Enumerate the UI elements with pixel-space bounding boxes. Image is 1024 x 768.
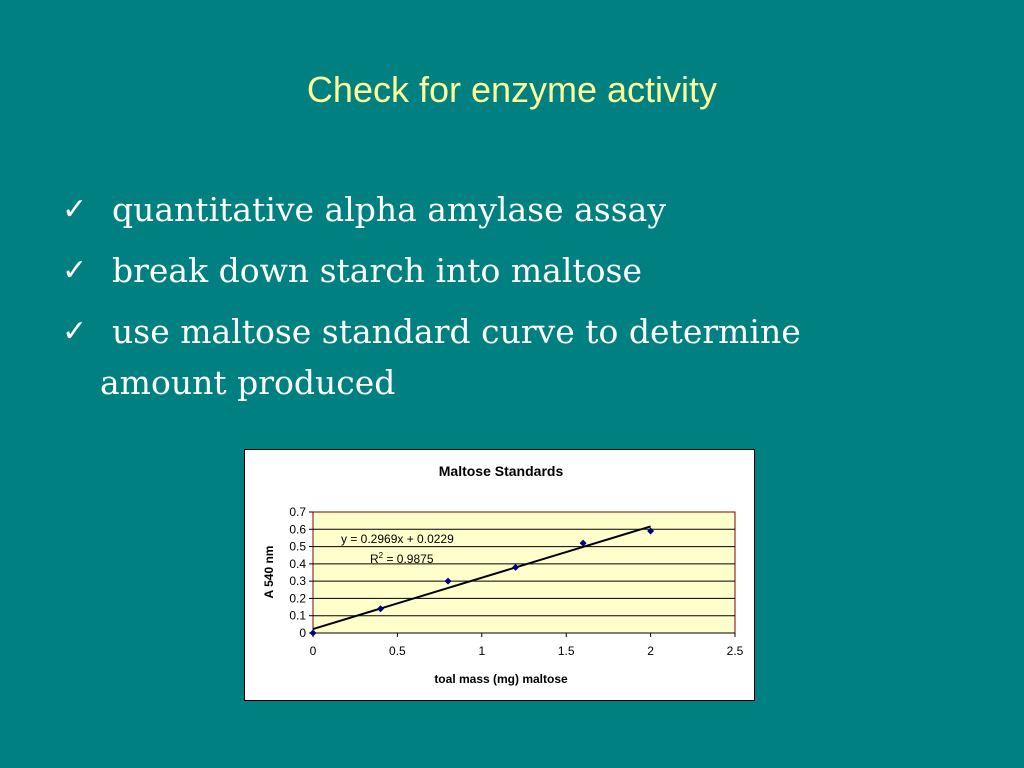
y-tick-label: 0 <box>299 626 306 640</box>
bullet-list <box>62 184 962 418</box>
chart-canvas <box>245 450 754 700</box>
y-tick-label: 0.3 <box>289 574 306 589</box>
bullet-text: quantitative alpha amylase assay <box>112 190 666 229</box>
slide-title: Check for enzyme activity <box>306 69 718 110</box>
r-squared-prefix: R <box>370 552 379 566</box>
y-tick-label: 0.2 <box>289 591 306 606</box>
bullet-text: break down starch into maltose <box>112 251 642 290</box>
x-tick-label: 2 <box>647 644 654 658</box>
bullet-item <box>62 184 962 235</box>
y-tick-label: 0.6 <box>289 522 306 537</box>
y-tick-label: 0.5 <box>289 539 306 554</box>
trendline-equation: y = 0.2969x + 0.0229 <box>341 532 454 546</box>
x-axis-label: toal mass (mg) maltose <box>434 672 568 686</box>
check-icon: ✓ <box>62 314 88 349</box>
x-axis-ticks <box>310 633 744 658</box>
y-tick-label: 0.4 <box>289 556 306 571</box>
x-tick-label: 2.5 <box>726 644 744 658</box>
maltose-standards-chart <box>244 449 755 701</box>
check-icon: ✓ <box>62 192 88 227</box>
bullet-text-continuation: amount produced <box>100 363 396 402</box>
x-tick-label: 1 <box>478 644 486 658</box>
x-tick-label: 0 <box>309 644 317 658</box>
x-tick-label: 1.5 <box>557 644 575 658</box>
r-squared-value: = 0.9875 <box>383 552 434 566</box>
chart-title: Maltose Standards <box>438 463 564 479</box>
bullet-item <box>62 306 962 408</box>
x-tick-label: 0.5 <box>389 644 406 658</box>
y-tick-label: 0.1 <box>289 608 306 623</box>
y-tick-label: 0.7 <box>289 505 306 519</box>
plot-area <box>313 512 735 633</box>
r-squared-exponent: 2 <box>378 551 384 560</box>
bullet-item <box>62 245 962 296</box>
bullet-text: use maltose standard curve to determine <box>112 312 801 351</box>
y-axis-label: A 540 nm <box>262 545 276 599</box>
check-icon: ✓ <box>62 253 88 288</box>
y-axis-ticks <box>289 505 313 640</box>
